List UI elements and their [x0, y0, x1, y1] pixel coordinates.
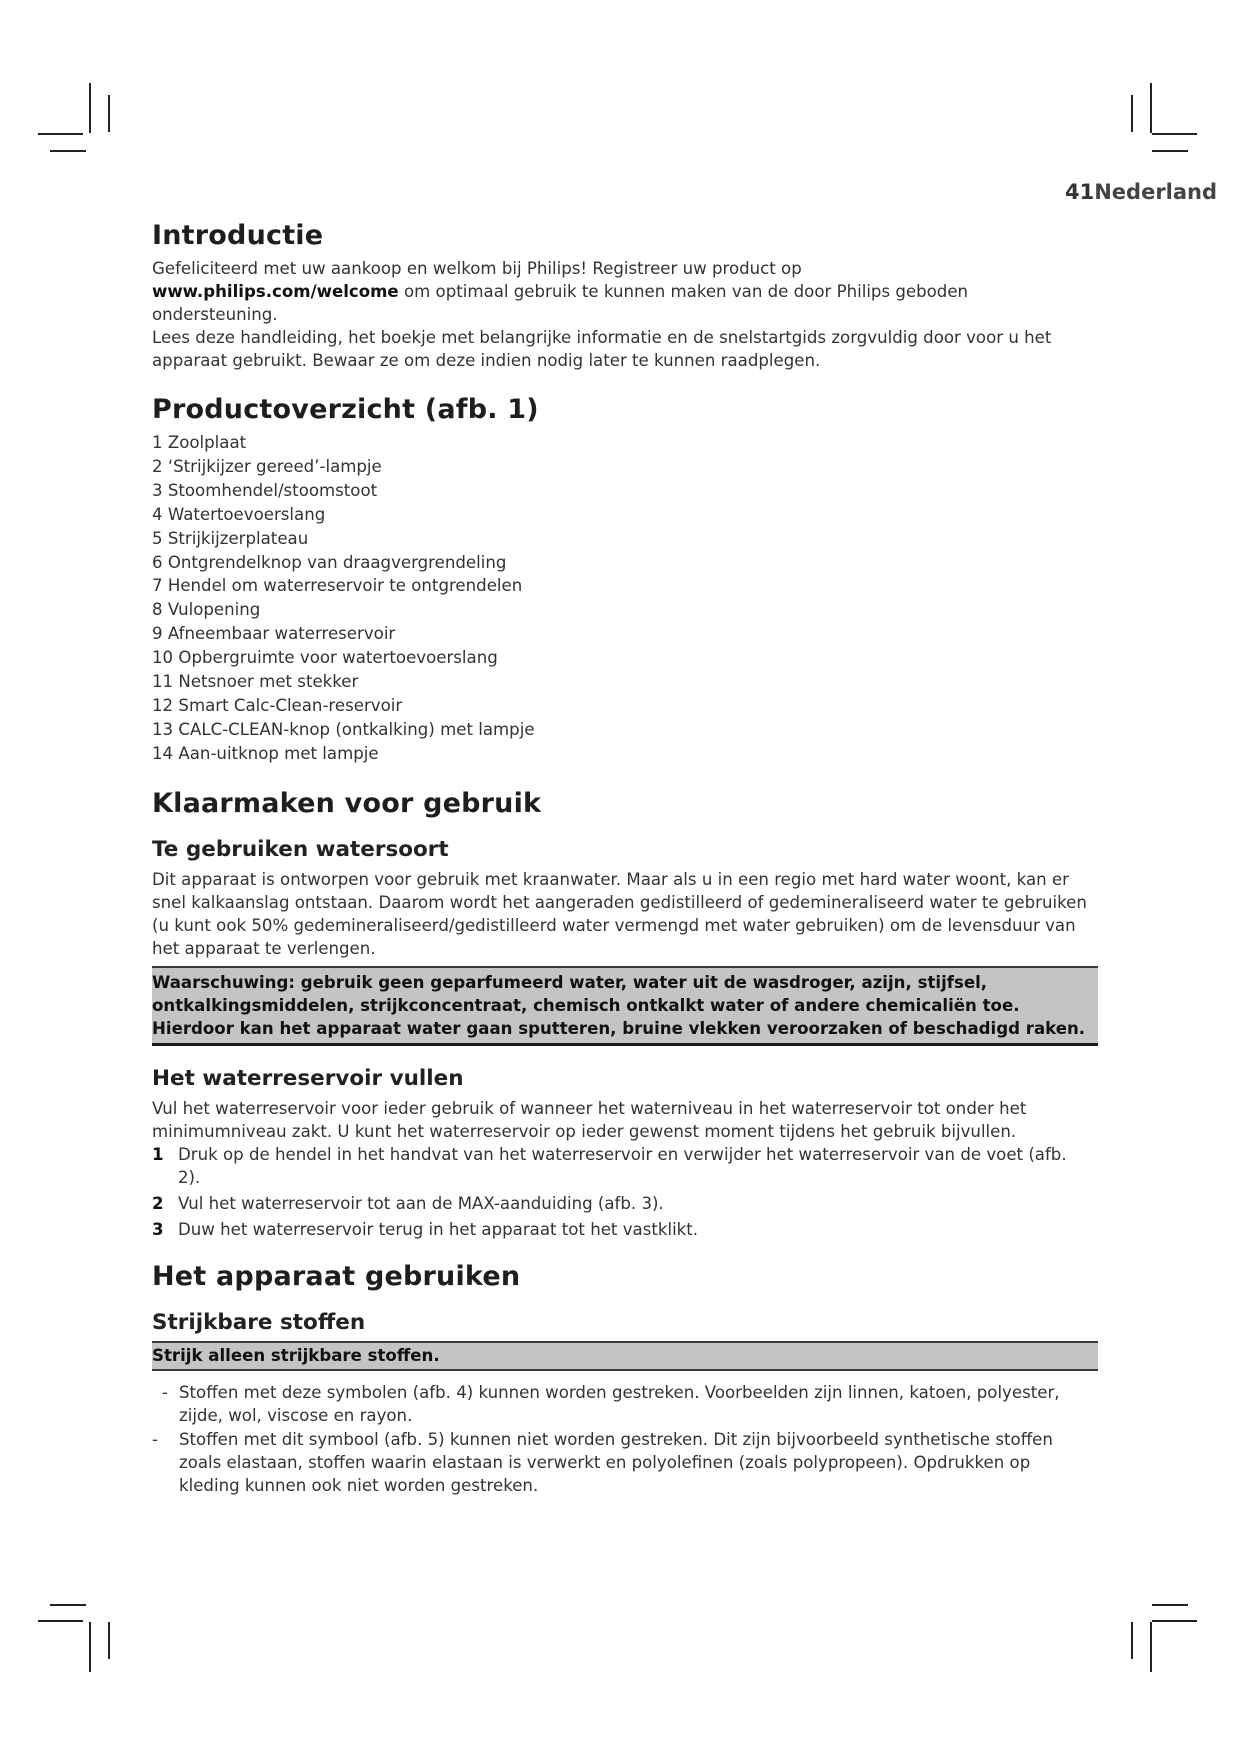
- item-label: Hendel om waterreservoir te ontgrendelen: [167, 576, 523, 596]
- item-label: Netsnoer met stekker: [178, 672, 359, 692]
- water-type-text: Dit apparaat is ontworpen voor gebruik met kraanwater. Maar als u in een regio met hard water woont, kan er snel kalkaanslag ontstaan. Daarom wordt het aangeraden gedistilleerd of gedemineraliseerd water te gebruiken (u kunt ook 50% gedemineraliseerd/gedistilleerd water vermengd met water gebruiken) om de levensduur van het apparaat te verlengen.: [152, 869, 1087, 958]
- item-label: Zoolplaat: [167, 433, 247, 452]
- use-section: [152, 1261, 1092, 1497]
- product-list-item: [152, 551, 1092, 575]
- water-type-title: Te gebruiken watersoort: [152, 836, 449, 862]
- item-label: Smart Calc-Clean-reservoir: [178, 695, 403, 715]
- step-number: 1: [152, 1144, 164, 1164]
- bullet-dash: -: [162, 1382, 168, 1402]
- step-text: Druk op de hendel in het handvat van het waterreservoir en verwijder het waterreservoir van de voet (afb. 2).: [178, 1144, 1067, 1187]
- item-label: Stoomhendel/stoomstoot: [167, 480, 378, 500]
- overview-title: Productoverzicht (afb. 1): [152, 394, 539, 425]
- item-number: 2: [152, 456, 163, 476]
- crop-mark: [50, 1604, 86, 1606]
- intro-title: Introductie: [152, 220, 324, 251]
- intro-line1: Gefeliciteerd met uw aankoop en welkom bij Philips! Registreer uw product op: [152, 259, 802, 278]
- fill-step: [152, 1143, 1092, 1189]
- item-label: Aan-uitknop met lampje: [178, 743, 379, 763]
- product-list-item: [152, 670, 1092, 694]
- use-title: Het apparaat gebruiken: [152, 1260, 521, 1292]
- intro-line2: om optimaal gebruik te kunnen maken van de door Philips geboden ondersteuning.: [152, 282, 969, 324]
- bullet-dash: -: [152, 1429, 158, 1449]
- item-number: 13: [152, 719, 174, 739]
- philips-url: www.philips.com/welcome: [152, 282, 399, 301]
- crop-mark: [38, 133, 83, 135]
- item-number: 10: [152, 648, 174, 668]
- fill-step: [152, 1218, 1092, 1241]
- crop-mark: [108, 95, 110, 132]
- product-list-item: [152, 598, 1092, 622]
- product-list-item: [152, 479, 1092, 503]
- fabrics-title: Strijkbare stoffen: [152, 1309, 366, 1335]
- warning-box: Waarschuwing: gebruik geen geparfumeerd water, water uit de wasdroger, azijn, stijfsel, ontkalkingsmiddelen, strijkconcentraat, chemisch ontkalkt water of andere chemicaliën toe. Hierdoor kan het apparaat water gaan sputteren, bruine vlekken veroorzaken of beschadigd raken.: [152, 966, 1098, 1046]
- item-number: 11: [152, 672, 174, 692]
- prepare-title: Klaarmaken voor gebruik: [152, 787, 542, 819]
- fabric-bullet: [152, 1428, 1092, 1497]
- item-number: 3: [152, 480, 163, 500]
- item-number: 8: [152, 600, 163, 620]
- item-label: Ontgrendelknop van draagvergrendeling: [167, 552, 507, 572]
- bullet-text: Stoffen met dit symbool (afb. 5) kunnen niet worden gestreken. Dit zijn bijvoorbeeld synthetische stoffen zoals elastaan, stoffen waarin elastaan is verwerkt en polyolefinen (zoals polypropeen). Opdrukken op kleding kunnen ook niet worden gestreken.: [179, 1429, 1053, 1495]
- crop-mark: [89, 1622, 91, 1672]
- item-number: 14: [152, 743, 174, 763]
- page-number: 41: [1065, 180, 1095, 204]
- product-list: [152, 431, 1092, 766]
- product-list-item: [152, 622, 1092, 646]
- item-number: 12: [152, 695, 174, 715]
- item-number: 1: [152, 433, 163, 452]
- product-list-item: [152, 503, 1092, 527]
- crop-mark: [1152, 150, 1188, 152]
- product-list-item: [152, 455, 1092, 479]
- overview-section: [152, 394, 1092, 766]
- item-label: Watertoevoerslang: [167, 504, 326, 524]
- item-number: 4: [152, 504, 163, 524]
- item-label: CALC-CLEAN-knop (ontkalking) met lampje: [178, 719, 535, 739]
- fabric-bullet: [152, 1381, 1092, 1427]
- crop-mark: [1152, 1604, 1188, 1606]
- product-list-item: [152, 694, 1092, 718]
- item-number: 9: [152, 624, 163, 644]
- crop-mark: [38, 1620, 83, 1622]
- item-number: 6: [152, 552, 163, 572]
- product-list-item: [152, 718, 1092, 742]
- item-label: Afneembaar waterreservoir: [167, 624, 396, 644]
- step-number: 2: [152, 1193, 164, 1213]
- fill-step: [152, 1192, 1092, 1215]
- crop-mark: [89, 83, 91, 133]
- document-body: [152, 220, 1092, 1498]
- fill-text: Vul het waterreservoir voor ieder gebruik of wanneer het waterniveau in het waterreservoir tot onder het minimumniveau zakt. U kunt het waterreservoir op ieder gewenst moment tijdens het gebruik bijvullen.: [152, 1098, 1027, 1141]
- intro-paragraph-2: Lees deze handleiding, het boekje met belangrijke informatie en de snelstartgids zorgvuldig door voor u het apparaat gebruikt. Bewaar ze om deze indien nodig later te kunnen raadplegen.: [152, 328, 1052, 370]
- item-number: 5: [152, 528, 163, 548]
- step-text: Duw het waterreservoir terug in het apparaat tot het vastklikt.: [178, 1219, 699, 1239]
- page-header: [1065, 180, 1241, 210]
- step-text: Vul het waterreservoir tot aan de MAX-aanduiding (afb. 3).: [178, 1193, 664, 1213]
- product-list-item: [152, 527, 1092, 551]
- product-list-item: [152, 742, 1092, 766]
- intro-section: [152, 220, 1092, 372]
- product-list-item: [152, 574, 1092, 598]
- intro-paragraph: [152, 257, 1092, 326]
- item-label: Strijkijzerplateau: [167, 528, 309, 548]
- crop-mark: [108, 1622, 110, 1659]
- product-list-item: [152, 431, 1092, 455]
- fill-steps: [152, 1143, 1092, 1241]
- bullet-text: Stoffen met deze symbolen (afb. 4) kunnen worden gestreken. Voorbeelden zijn linnen, katoen, polyester, zijde, wol, viscose en rayon.: [179, 1382, 1060, 1425]
- product-list-item: [152, 646, 1092, 670]
- crop-mark: [1152, 1620, 1197, 1622]
- fabrics-notice: Strijk alleen strijkbare stoffen.: [152, 1341, 1098, 1371]
- item-number: 7: [152, 576, 163, 596]
- prepare-section: [152, 788, 1092, 1241]
- step-number: 3: [152, 1219, 164, 1239]
- crop-mark: [1152, 133, 1197, 135]
- item-label: ‘Strijkijzer gereed’-lampje: [167, 456, 382, 476]
- crop-mark: [50, 150, 86, 152]
- fabric-bullets: [152, 1381, 1092, 1497]
- crop-mark: [1150, 83, 1152, 133]
- language-label: Nederland: [1094, 180, 1218, 204]
- item-label: Opbergruimte voor watertoevoerslang: [178, 648, 498, 668]
- fill-title: Het waterreservoir vullen: [152, 1065, 464, 1091]
- item-label: Vulopening: [167, 600, 261, 620]
- crop-mark: [1131, 95, 1133, 132]
- crop-mark: [1131, 1622, 1133, 1659]
- crop-mark: [1150, 1622, 1152, 1672]
